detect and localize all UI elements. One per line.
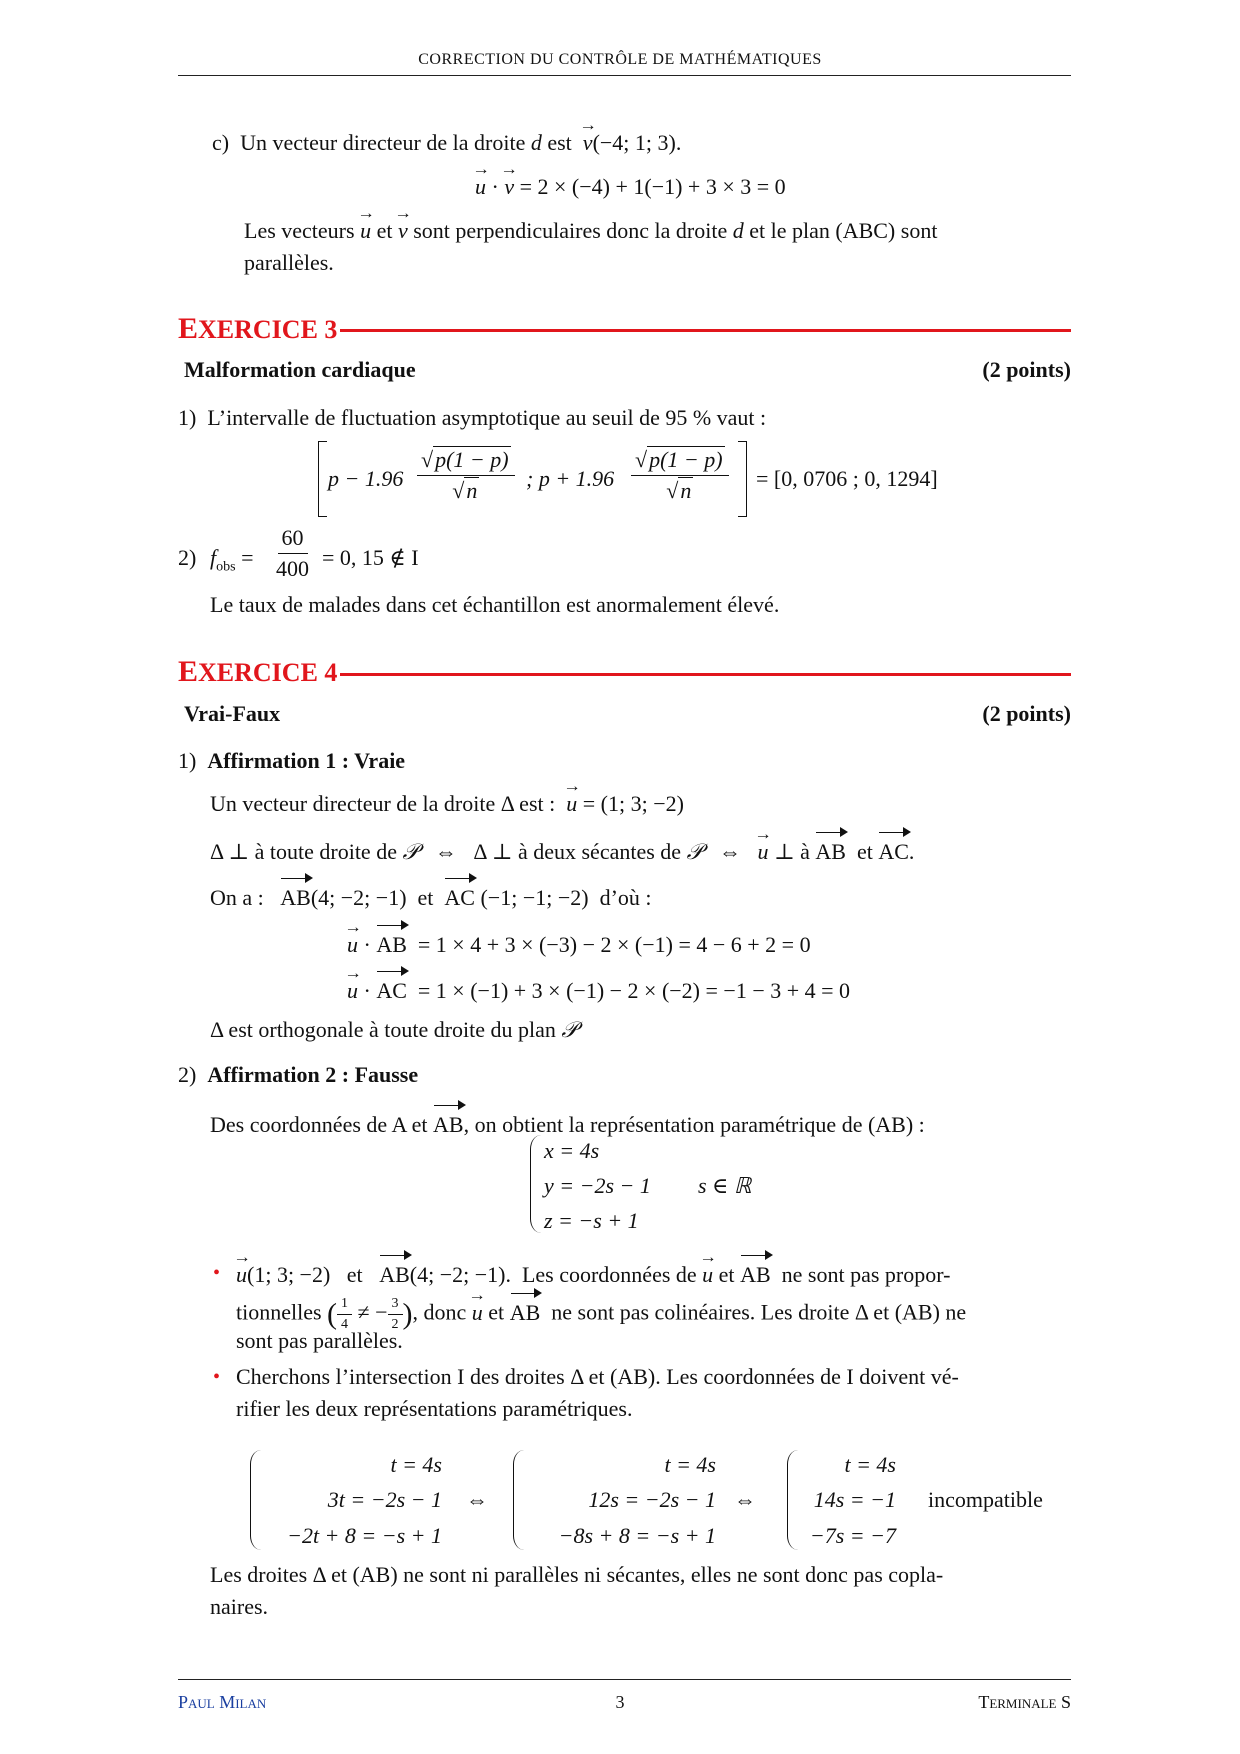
- interval-left-term: p − 1.96: [328, 466, 404, 491]
- system-c-eq2: 14s = −1: [813, 1487, 896, 1512]
- system-ab-brace: [530, 1135, 541, 1233]
- exercise-3-points: (2 points): [982, 357, 1071, 382]
- a1-eq2: → u · AC = 1 × (−1) + 3 × (−1) − 2 × (−2) = −1 − 3 + 4 = 0: [347, 976, 850, 1004]
- header-rule: [178, 75, 1071, 76]
- part-c-conclusion: Les vecteurs → u et → v sont perpendiculaires donc la droite d et le plan (ABC) sont: [244, 218, 1071, 244]
- footer-class: Terminale S: [978, 1692, 1071, 1712]
- system-ab-param: s ∈ ℝ: [698, 1173, 752, 1198]
- system-ab-eq1: x = 4s: [544, 1138, 600, 1163]
- system-a-eq3: −2t + 8 = −s + 1: [287, 1523, 442, 1548]
- affirmation-1-title: 1) Affirmation 1 : Vraie: [178, 748, 406, 773]
- interval-right-frac: $\frac{√p(1 - p)}{√n}$: [631, 447, 729, 504]
- bullet-2-line2: rifier les deux représentations paramétriques.: [236, 1396, 633, 1421]
- a1-line2: Δ ⊥ à toute droite de 𝒫 ⇔ Δ ⊥ à deux sécantes de 𝒫 ⇔ → u ⊥ à AB et AC.: [210, 837, 914, 865]
- a1-line1: Un vecteur directeur de la droite Δ est : → u = (1; 3; −2): [210, 791, 684, 817]
- a1-line3: On a : AB(4; −2; −1) et AC (−1; −1; −2) d’où :: [210, 885, 652, 910]
- system-b-eq1: t = 4s: [664, 1452, 716, 1477]
- final-conclusion-1: Les droites Δ et (AB) ne sont ni parallèles ni sécantes, elles ne sont donc pas copla-: [210, 1562, 944, 1587]
- ex3-fobs-result: = 0, 15 ∉ I: [322, 545, 419, 570]
- part-c-line1: c) Un vecteur directeur de la droite d est → v(−4; 1; 3).: [212, 130, 681, 156]
- equiv-2: ⇔: [734, 1487, 756, 1512]
- interval-left-bracket: [318, 441, 327, 517]
- incompatible-label: incompatible: [928, 1487, 1043, 1512]
- page-header-title: CORRECTION DU CONTRÔLE DE MATHÉMATIQUES: [418, 51, 822, 68]
- footer-page-number: 3: [615, 1692, 625, 1712]
- affirmation-2-title: 2) Affirmation 2 : Fausse: [178, 1062, 419, 1087]
- bullet-2: •: [213, 1366, 221, 1388]
- a1-conclusion: Δ est orthogonale à toute droite du plan 𝒫: [210, 1017, 578, 1042]
- interval-left-frac: $\frac{√p(1 - p)}{√n}$: [417, 447, 515, 504]
- system-a-eq2: 3t = −2s − 1: [327, 1487, 442, 1512]
- system-b-eq3: −8s + 8 = −s + 1: [558, 1523, 716, 1548]
- footer-rule: [178, 1679, 1071, 1680]
- interval-right-bracket: [738, 441, 747, 517]
- final-conclusion-2: naires.: [210, 1594, 269, 1619]
- a1-eq1: → u · AB = 1 × 4 + 3 × (−3) − 2 × (−1) = 4 − 6 + 2 = 0: [347, 930, 811, 958]
- exercise-4-subtitle: Vrai-Faux: [184, 701, 281, 726]
- ex3-q2-label: 2): [178, 545, 197, 570]
- ex3-q2-text: Le taux de malades dans cet échantillon est anormalement élevé.: [210, 592, 780, 617]
- exercise-3-rule: [340, 329, 1071, 332]
- exercise-4-title: EXERCICE 4: [178, 655, 338, 688]
- bullet-1: •: [213, 1262, 221, 1284]
- system-a-eq1: t = 4s: [390, 1452, 442, 1477]
- bullet-2-line1: Cherchons l’intersection I des droites Δ et (AB). Les coordonnées de I doivent vé-: [236, 1364, 959, 1389]
- footer-author: Paul Milan: [178, 1692, 267, 1712]
- ex3-q1: 1) L’intervalle de fluctuation asymptotique au seuil de 95 % vaut :: [178, 405, 767, 430]
- equiv-1: ⇔: [466, 1487, 488, 1512]
- bullet-1-line3: sont pas parallèles.: [236, 1328, 403, 1353]
- part-c-conclusion-2: parallèles.: [244, 250, 334, 275]
- system-ab-eq3: z = −s + 1: [544, 1208, 639, 1233]
- ex3-fobs: $f_{obs}$ =: [210, 545, 254, 575]
- a2-line1: Des coordonnées de A et AB, on obtient la représentation paramétrique de (AB) :: [210, 1112, 925, 1137]
- exercise-3-subtitle: Malformation cardiaque: [184, 357, 416, 382]
- system-a-brace: [250, 1450, 261, 1550]
- system-c-eq3: −7s = −7: [809, 1523, 896, 1548]
- system-b-eq2: 12s = −2s − 1: [588, 1487, 716, 1512]
- exercise-4-rule: [340, 673, 1071, 676]
- bullet-1-line1: → u(1; 3; −2) et AB(4; −2; −1). Les coordonnées de → u et AB ne sont pas propor-: [236, 1260, 950, 1288]
- interval-right-term: ; p + 1.96: [526, 466, 615, 491]
- ex3-fobs-fraction: $\frac{60}{400}$: [276, 525, 309, 581]
- bullet-1-line2: tionnelles ( $\frac{1}{4}$ ≠ − $\frac{3}{2}$ ), donc → u et AB ne sont pas colinéaires. Les droite Δ et (AB) ne: [236, 1296, 966, 1333]
- system-ab-eq2: y = −2s − 1: [544, 1173, 651, 1198]
- system-c-eq1: t = 4s: [844, 1452, 896, 1477]
- interval-result: = [0, 0706 ; 0, 1294]: [756, 466, 938, 491]
- part-c-dot-product: → u · → v = 2 × (−4) + 1(−1) + 3 × 3 = 0: [475, 174, 786, 200]
- exercise-4-points: (2 points): [982, 701, 1071, 726]
- exercise-3-title: EXERCICE 3: [178, 312, 338, 345]
